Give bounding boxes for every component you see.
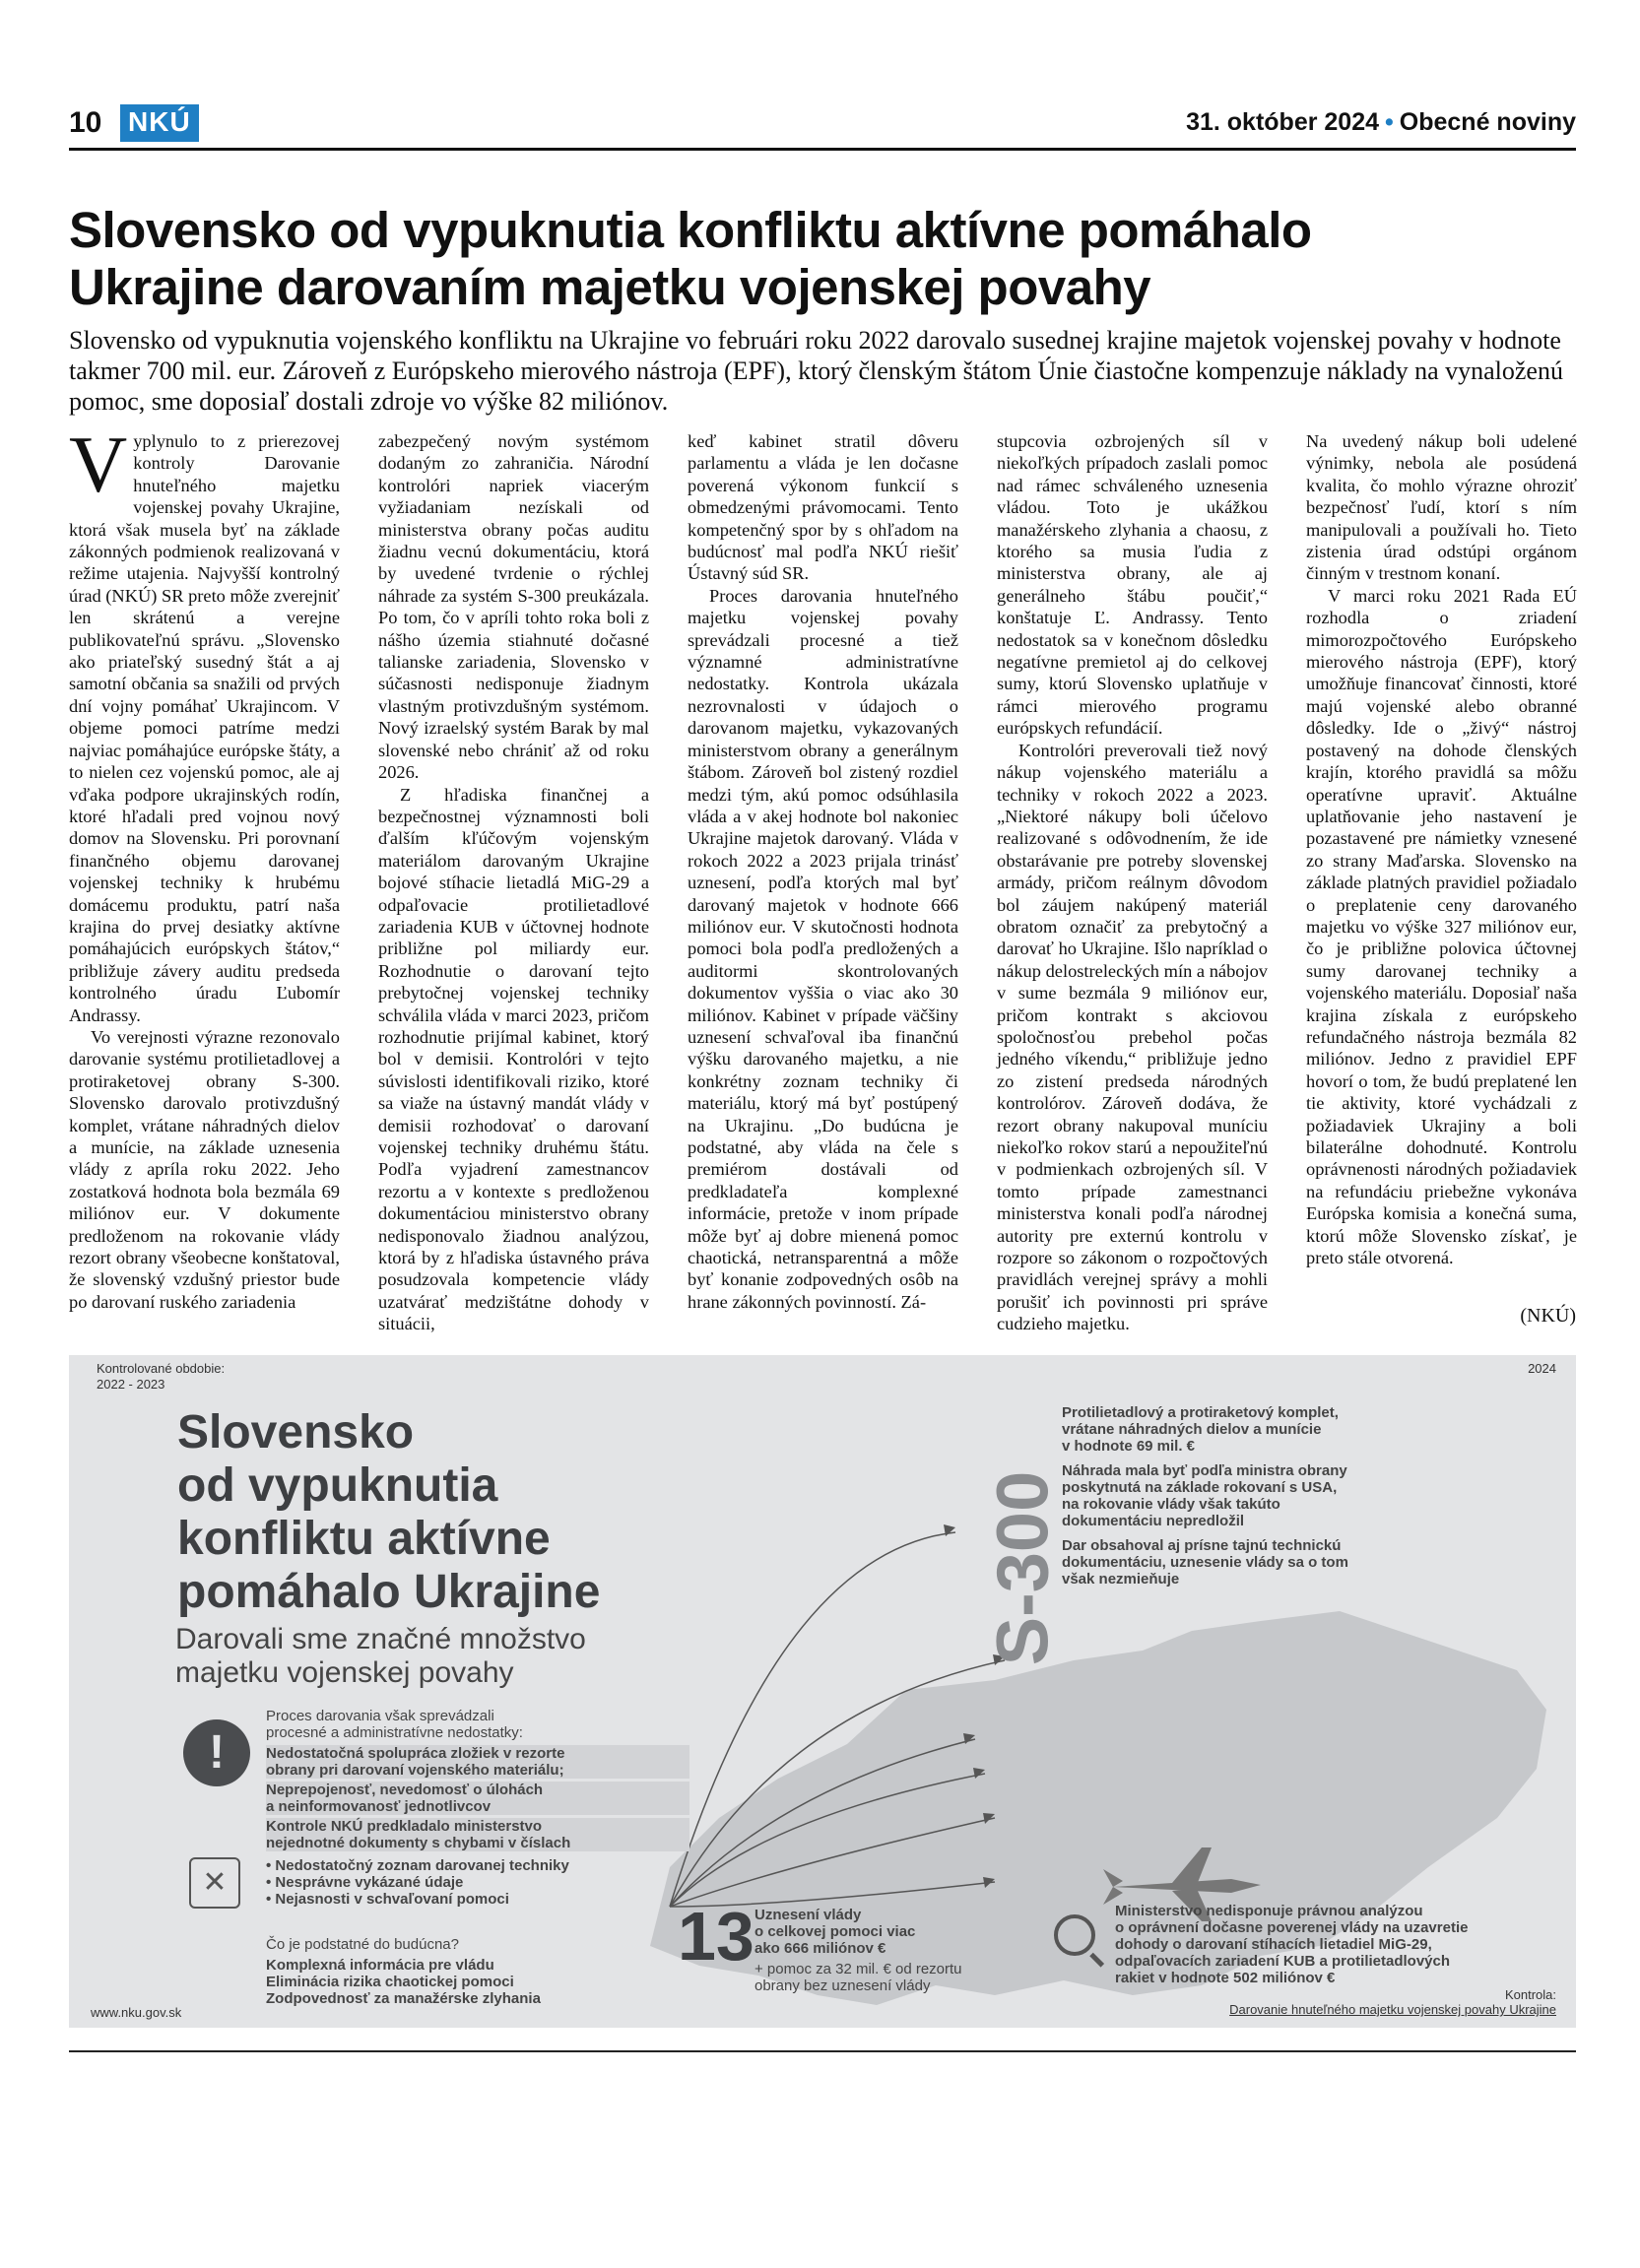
process-line: Kontrole NKÚ predkladalo ministerstvo: [266, 1818, 543, 1835]
audit-value: Darovanie hnuteľného majetku vojenskej povahy Ukrajine: [1229, 2002, 1556, 2017]
paragraph: Proces darovania hnuteľného majetku vojenskej povahy sprevádzali procesné a tiež významné administratívne nedostatky. Kontrola ukázala nezrovnalosti v údajoch o darovanom majetku, vykazovaných ministerstvom obrany a generálnym štábom. Zároveň bol zistený rozdiel medzi tým, akú pomoc odsúhlasila vláda a v akej hodnote bol nakoniec Ukrajine majetok darovaný. Vláda v rokoch 2022 a 2023 prijala trinásť uznesení, podľa ktorých mal byť darovaný majetok v hodnote 666 miliónov eur. V skutočnosti hodnota pomoci bola podľa predložených a auditormi skontrolovaných dokumentov vyššia o viac ako 30 miliónov. Kabinet v prípade väčšiny uznesení schvaľoval iba finančnú výšku darovaného majetku, a nie konkrétny zoznam techniky či materiálu, ktorý má byť postúpený na Ukrajinu. „Do budúcna je podstatné, aby vláda na čele s premiérom dostávali od predkladateľa komplexné informácie, pretože v inom prípade môže byť aj dobre mienená pomoc chaotická, netransparentná a môže byť konanie zodpovedných osôb na hrane zákonných povinností. Zá-: [688, 585, 958, 1312]
audit-label: Kontrola:: [1504, 1987, 1556, 2002]
paragraph: Vo verejnosti výrazne rezonovalo darovanie systému protilietadlovej a protiraketovej obrany S-300. Slovensko darovalo protivzdušný komplet, vrátane náhradných dielov a munície, na základe uznesenia vlády z apríla roku 2022. Jeho zostatková hodnota bola bezmála 69 miliónov eur. V dokumente predloženom na rokovanie vlády rezort obrany všeobecne konštatoval, že slovenský vzdušný priestor bude po darovaní ruského zariadenia: [69, 1026, 340, 1312]
detail-line: vrátane náhradných dielov a munície: [1062, 1421, 1322, 1438]
future-item: Komplexná informácia pre vládu: [266, 1957, 494, 1974]
column-5: [1306, 430, 1577, 1268]
period-value: 2022 - 2023: [97, 1377, 165, 1392]
process-header-line: procesné a administratívne nedostatky:: [266, 1724, 523, 1741]
article-lead: Slovensko od vypuknutia vojenského konfliktu na Ukrajine vo februári roku 2022 darovalo susednej krajine majetok vojenskej povahy v hodnote takmer 700 mil. eur. Zároveň z Európskeho mierového nástroja (EPF), ktorý členským štátom Únie čiastočne kompenzuje náklady na vynaloženú pomoc, sme doposiaľ dostali zdroje vo výške 82 miliónov.: [69, 326, 1563, 416]
s300-detail: [1062, 1537, 1554, 1588]
ministry-line: odpaľovacích zariadení KUB a protilietadlových: [1115, 1953, 1451, 1970]
website-link[interactable]: www.nku.gov.sk: [91, 2005, 182, 2020]
process-item: [266, 1745, 689, 1779]
document-x-icon: ✕: [189, 1857, 240, 1909]
process-line: Neprepojenosť, nevedomosť o úlohách: [266, 1782, 544, 1798]
paragraph: stupcovia ozbrojených síl v niekoľkých prípadoch zaslali pomoc nad rámec schváleného uznesenia vládou. Toto je ukážkou manažérskeho zlyhania a chaosu, z ktorého sa musia ľudia z ministerstva obrany, ale aj generálneho štábu poučiť,“ konštatuje Ľ. Andrassy. Tento nedostatok sa v konečnom dôsledku negatívne premietol aj do celkovej sumy, ktorú Slovensko uplatňuje v rámci mierového programu európskych refundácií.: [997, 431, 1268, 739]
detail-line: dokumentáciu nepredložil: [1062, 1513, 1245, 1529]
paragraph: keď kabinet stratil dôveru parlamentu a vláda je len dočasne poverená výkonom funkcií s obmedzenými právomocami. Tento kompetenčný spor by s ohľadom na budúcnosť mal podľa NKÚ riešiť Ústavný súd SR.: [688, 431, 958, 584]
detail-line: v hodnote 69 mil. €: [1062, 1438, 1196, 1455]
audit-period: [97, 1361, 225, 1393]
bullet-item: • Nesprávne vykázané údaje: [266, 1874, 464, 1891]
process-header-line: Proces darovania však sprevádzali: [266, 1708, 494, 1724]
detail-line: dokumentáciu, uznesenie vlády sa o tom: [1062, 1554, 1348, 1571]
detail-line: na rokovanie vlády však takúto: [1062, 1496, 1280, 1513]
article-body: [69, 420, 1577, 1336]
column-3: [688, 430, 958, 1313]
headline-line-2: Ukrajine darovaním majetku vojenskej povahy: [69, 259, 1151, 315]
infographic: [69, 1355, 1576, 2028]
s300-detail: [1062, 1462, 1554, 1529]
drop-cap: V: [69, 420, 128, 509]
ministry-note: [1115, 1903, 1548, 1986]
process-header: [266, 1708, 689, 1741]
exclamation-icon: !: [183, 1719, 250, 1786]
resolutions-count: 13: [678, 1898, 754, 1975]
bullet-text: Nejasnosti v schvaľovaní pomoci: [275, 1891, 509, 1908]
future-header: Čo je podstatné do budúcna?: [266, 1936, 459, 1953]
detail-line: Protilietadlový a protiraketový komplet,: [1062, 1404, 1339, 1421]
column-4: [997, 430, 1268, 1335]
paragraph: V marci roku 2021 Rada EÚ rozhodla o zriadení mimorozpočtového Európskeho mierového nástroja (EPF), ktorý umožňuje financovať činnosti, ktoré majú vojenské alebo obranné dôsledky. Ide o „živý“ nástroj postavený na dohode členských krajín, ktorého pravidlá sa môžu operatívne upraviť. Aktuálne uplatňovanie jeho nastavení je pozastavené pre námietky vznesené zo strany Maďarska. Slovensko na základe platných pravidiel požiadalo o preplatenie ceny darovaného majetku vo výške 327 miliónov eur, čo je približne polovica účtovnej sumy darovanej techniky a vojenského materiálu. Doposiaľ naša krajina získala z európskeho refundačného nástroja bezmála 82 miliónov. Jedno z pravidiel EPF hovorí o tom, že budú preplatené len tie aktivity, ktoré vychádzali z požiadaviek Ukrajiny a boli bilaterálne dohodnuté. Kontrolu oprávnenosti národných požiadaviek na refundáciu priebežne vykonáva Európska komisia a konečná suma, ktorú môže Slovensko získať, je preto stále otvorená.: [1306, 585, 1577, 1268]
title-line: pomáhalo Ukrajine: [177, 1566, 601, 1618]
process-line: Nedostatočná spolupráca zložiek v rezorte: [266, 1745, 565, 1762]
paragraph: zabezpečený novým systémom dodaným zo zahraničia. Národní kontrolóri napriek viacerým vyžiadaniam nezískali od ministerstva obrany počas auditu žiadnu vecnú dokumentáciu, ktorá by uvedené tvrdenie o rýchlej náhrade za systém S-300 preukázala. Po tom, čo v apríli tohto roka boli z nášho územia stiahnuté dočasné talianske zariadenia, Slovensko v súčasnosti nedisponuje žiadnym vlastným protivzdušným systémom. Nový izraelský systém Barak by mal slovenské nebo chrániť až od roku 2026.: [378, 431, 649, 783]
process-line: a neinformovanosť jednotlivcov: [266, 1798, 492, 1815]
detail-line: Dar obsahoval aj prísne tajnú technickú: [1062, 1537, 1342, 1554]
column-2: [378, 430, 649, 1335]
issue-info: [1186, 108, 1576, 137]
period-label: Kontrolované obdobie:: [97, 1361, 226, 1376]
infographic-title: [177, 1406, 600, 1619]
process-item: [266, 1818, 689, 1851]
paragraph-text: yplynulo to z prierezovej kontroly Darovanie hnuteľného majetku vojenskej povahy Ukrajine, ktorá však musela byť na základe zákonných podmienok realizovaná v režime utajenia. Najvyšší kontrolný úrad (NKÚ) SR preto môže zverejniť len skrátenú a verejne publikovateľnú správu. „Slovensko ako priateľský susedný štát a aj samotní občania sa snažili od prvých dní vojny pomáhať Ukrajincom. V objeme pomoci patríme medzi najviac pomáhajúce európske štáty, a to nielen cez vojenskú pomoc, ale aj vďaka podpore ukrajinských rodín, ktoré hľadali pred vojnou nový domov na Slovensku. Pri porovnaní finančného objemu darovanej vojenskej techniky k hrubému domácemu produktu, patrí naša krajina do prvej desiatky aktívne pomáhajúcich európskych štátov,“ približuje závery auditu predseda kontrolného úradu Ľubomír Andrassy.: [69, 431, 340, 1025]
subtitle-line: majetku vojenskej povahy: [175, 1656, 514, 1689]
article-headline: [69, 202, 1586, 316]
subtitle-line: Darovali sme značné množstvo: [175, 1623, 586, 1655]
detail-line: Náhrada mala byť podľa ministra obrany: [1062, 1462, 1347, 1479]
footer-rule: [69, 2050, 1576, 2052]
headline-line-1: Slovensko od vypuknutia konfliktu aktívne pomáhalo: [69, 202, 1312, 258]
shortcomings-list: [266, 1857, 680, 1908]
process-line: nejednotné dokumenty s chybami v číslach: [266, 1835, 571, 1851]
nku-logo: NKÚ: [120, 104, 199, 142]
resolutions-text: [754, 1907, 1011, 1994]
column-1: [69, 420, 340, 1313]
paragraph: [69, 420, 340, 1026]
resolution-extra-line: obrany bez uznesení vlády: [754, 1977, 931, 1994]
bullet-item: • Nedostatočný zoznam darovanej techniky: [266, 1857, 569, 1874]
issue-date: 31. október 2024: [1186, 108, 1380, 136]
infographic-subtitle: [175, 1623, 586, 1690]
bullet-item: • Nejasnosti v schvaľovaní pomoci: [266, 1891, 509, 1908]
arrow-icon: [944, 1524, 955, 1536]
paragraph: Kontrolóri preverovali tiež nový nákup vojenského materiálu a techniky v rokoch 2022 a 2023. „Niektoré nákupy boli účelovo realizované s odôvodnením, že ide obstarávanie pre potreby slovenskej armády, pričom reálnym dôvodom bol záujem nakúpený materiál obratom označiť za prebytočný a darovať ho Ukrajine. Išlo napríklad o nákup delostreleckých mín a nábojov v sume bezmála 9 miliónov eur, pričom kontrakt s akciovou spoločnosťou prebehol počas jedného víkendu,“ približuje jedno zo zistení predseda národných kontrolórov. Zároveň dodáva, že rezort obrany nakupoval muníciu niekoľko rokov starú a nepoužiteľnú v podmienkach ozbrojených síl. V tomto prípade zamestnanci ministerstva konali podľa národnej autority pre externú kontrolu v rozpore so zákonom o rozpočtových pravidlách verejnej správy a mohli porušiť ich povinnosti pri správe cudzieho majetku.: [997, 740, 1268, 1334]
title-line: Slovensko: [177, 1406, 415, 1458]
bullet-text: Nedostatočný zoznam darovanej techniky: [275, 1857, 569, 1874]
bullet-text: Nesprávne vykázané údaje: [275, 1874, 464, 1891]
detail-line: poskytnutá na základe rokovaní s USA,: [1062, 1479, 1338, 1496]
s300-label: S-300: [981, 1470, 1064, 1666]
publication-name: Obecné noviny: [1399, 108, 1576, 136]
process-line: obrany pri darovaní vojenského materiálu;: [266, 1762, 564, 1779]
article-signature: (NKÚ): [1520, 1305, 1576, 1327]
s300-details: [1062, 1404, 1554, 1588]
ministry-line: o oprávnení dočasne poverenej vlády na uzavretie: [1115, 1919, 1469, 1936]
separator: •: [1385, 108, 1394, 136]
detail-line: však nezmieňuje: [1062, 1571, 1180, 1588]
s300-label-box: [980, 1438, 1064, 1666]
process-list: [266, 1708, 689, 1851]
audit-name: [1229, 1987, 1556, 2017]
resolution-line: o celkovej pomoci viac: [754, 1923, 916, 1940]
resolution-extra-line: + pomoc za 32 mil. € od rezortu: [754, 1961, 962, 1977]
s300-detail: [1062, 1404, 1554, 1455]
title-line: konfliktu aktívne: [177, 1513, 551, 1565]
ministry-line: dohody o darovaní stíhacích lietadiel MiG-29,: [1115, 1936, 1432, 1953]
ministry-line: rakiet v hodnote 502 miliónov €: [1115, 1970, 1336, 1986]
title-line: od vypuknutia: [177, 1459, 498, 1512]
page-header: [69, 106, 1576, 146]
future-item: Eliminácia rizika chaotickej pomoci: [266, 1974, 514, 1990]
future-section: [266, 1936, 689, 2007]
magnifier-icon: [1054, 1914, 1095, 1956]
paragraph: Z hľadiska finančnej a bezpečnostnej významnosti boli ďalším kľúčovým vojenským materiálom darovaným Ukrajine bojové stíhacie lietadlá MiG-29 a odpaľovacie protilietadlové zariadenia KUB v účtovnej hodnote približne pol miliardy eur. Rozhodnutie o darovaní tejto prebytočnej vojenskej techniky schválila vláda v marci 2023, pričom rozhodnutie prijímal kabinet, ktorý bol v demisii. Kontrolóri v tejto súvislosti identifikovali riziko, ktoré sa viaže na ústavný mandát vlády v demisii rozhodovať o darovaní vojenskej techniky druhému štátu. Podľa vyjadrení zamestnancov rezortu a v kontexte s predloženou dokumentáciou ministerstvo obrany nedisponovalo žiadnou analýzou, ktorá by z hľadiska ústavného práva posudzovala kompetencie vlády uzatvárať medzištátne dohody v situácii,: [378, 784, 649, 1334]
page-number: 10: [69, 106, 102, 139]
resolution-line: ako 666 miliónov €: [754, 1940, 886, 1957]
ministry-line: Ministerstvo nedisponuje právnou analýzou: [1115, 1903, 1423, 1919]
future-item: Zodpovednosť za manažérske zlyhania: [266, 1990, 541, 2007]
paragraph: Na uvedený nákup boli udelené výnimky, nebola ale posúdená kvalita, čo mohlo výrazne ohroziť bezpečnosť ľudí, ktorí s ním manipulovali a používali ho. Tieto zistenia úrad odstúpi orgánom činným v trestnom konaní.: [1306, 431, 1577, 584]
process-item: [266, 1782, 689, 1815]
infographic-year: 2024: [1528, 1361, 1556, 1376]
header-rule: [69, 148, 1576, 151]
resolution-line: Uznesení vlády: [754, 1907, 862, 1923]
